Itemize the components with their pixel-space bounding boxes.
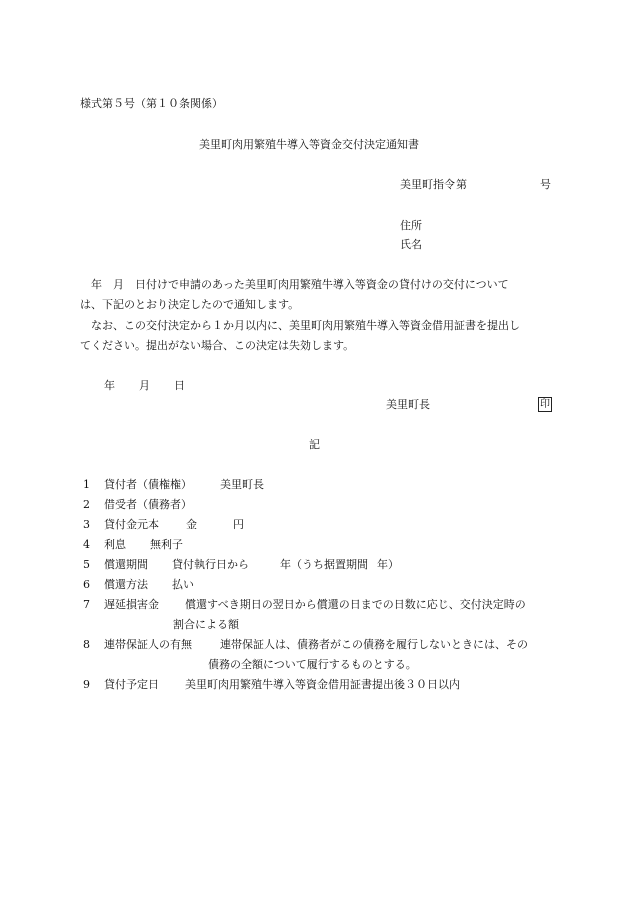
item-value: 美里町長 <box>220 478 264 491</box>
item-label: 貸付者（債権権） <box>104 478 192 491</box>
item-value-grace: 年） <box>377 558 399 571</box>
address-label: 住所 <box>400 219 422 232</box>
item-label: 償還方法 <box>104 578 148 591</box>
item-number: 4 <box>83 538 90 551</box>
item-value: 美里町肉用繁殖牛導入等資金借用証書提出後３０日以内 <box>185 678 460 691</box>
item-value: 無利子 <box>150 538 183 551</box>
body-para1-line2: は、下記のとおり決定したので通知します。 <box>80 298 300 311</box>
date-month: 月 <box>139 379 150 392</box>
item-label: 利息 <box>104 538 126 551</box>
item-number: 9 <box>83 678 90 691</box>
date-day: 日 <box>174 379 185 392</box>
item-value: 貸付執行日から <box>172 558 249 571</box>
item-number: 5 <box>83 558 90 571</box>
item-label: 貸付予定日 <box>104 678 159 691</box>
issue-go: 号 <box>540 178 551 191</box>
item-value: 償還すべき期日の翌日から償還の日までの日数に応じ、交付決定時の <box>185 598 526 611</box>
item-value-years: 年（うち据置期間 <box>280 558 368 571</box>
item-number: 3 <box>83 518 90 531</box>
document-title: 美里町肉用繁殖牛導入等資金交付決定通知書 <box>199 138 419 151</box>
item-value-continued: 債務の全額について履行するものとする。 <box>208 658 417 671</box>
seal-mark: 印 <box>540 399 550 410</box>
signer-title: 美里町長 <box>386 398 430 411</box>
item-value-continued: 割合による額 <box>173 618 239 631</box>
issue-dai: 第 <box>456 178 467 191</box>
item-label: 借受者（債務者） <box>104 498 192 511</box>
item-label: 貸付金元本 <box>104 518 159 531</box>
item-value-unit: 円 <box>233 518 244 531</box>
seal-box <box>538 397 552 412</box>
item-number: 7 <box>83 598 90 611</box>
item-label: 遅延損害金 <box>104 598 159 611</box>
date-year: 年 <box>104 379 115 392</box>
item-value: 払い <box>172 578 194 591</box>
body-para2-line1: なお、この交付決定から１か月以内に、美里町肉用繁殖牛導入等資金借用証書を提出し <box>80 319 520 332</box>
item-label: 償還期間 <box>104 558 148 571</box>
form-reference: 様式第５号（第１０条関係） <box>80 97 223 110</box>
item-value: 金 <box>186 518 197 531</box>
body-para1-line1: 年 月 日付けで申請のあった美里町肉用繁殖牛導入等資金の貸付けの交付について <box>80 278 509 291</box>
item-number: 8 <box>83 638 90 651</box>
body-para2-line2: てください。提出がない場合、この決定は失効します。 <box>80 339 355 352</box>
item-number: 6 <box>83 578 90 591</box>
item-number: 1 <box>83 478 90 491</box>
item-label: 連帯保証人の有無 <box>104 638 192 651</box>
name-label: 氏名 <box>400 238 422 251</box>
item-number: 2 <box>83 498 90 511</box>
issue-office: 美里町指令 <box>400 178 455 191</box>
ki-heading: 記 <box>309 438 320 451</box>
item-value: 連帯保証人は、債務者がこの債務を履行しないときには、その <box>220 638 528 651</box>
